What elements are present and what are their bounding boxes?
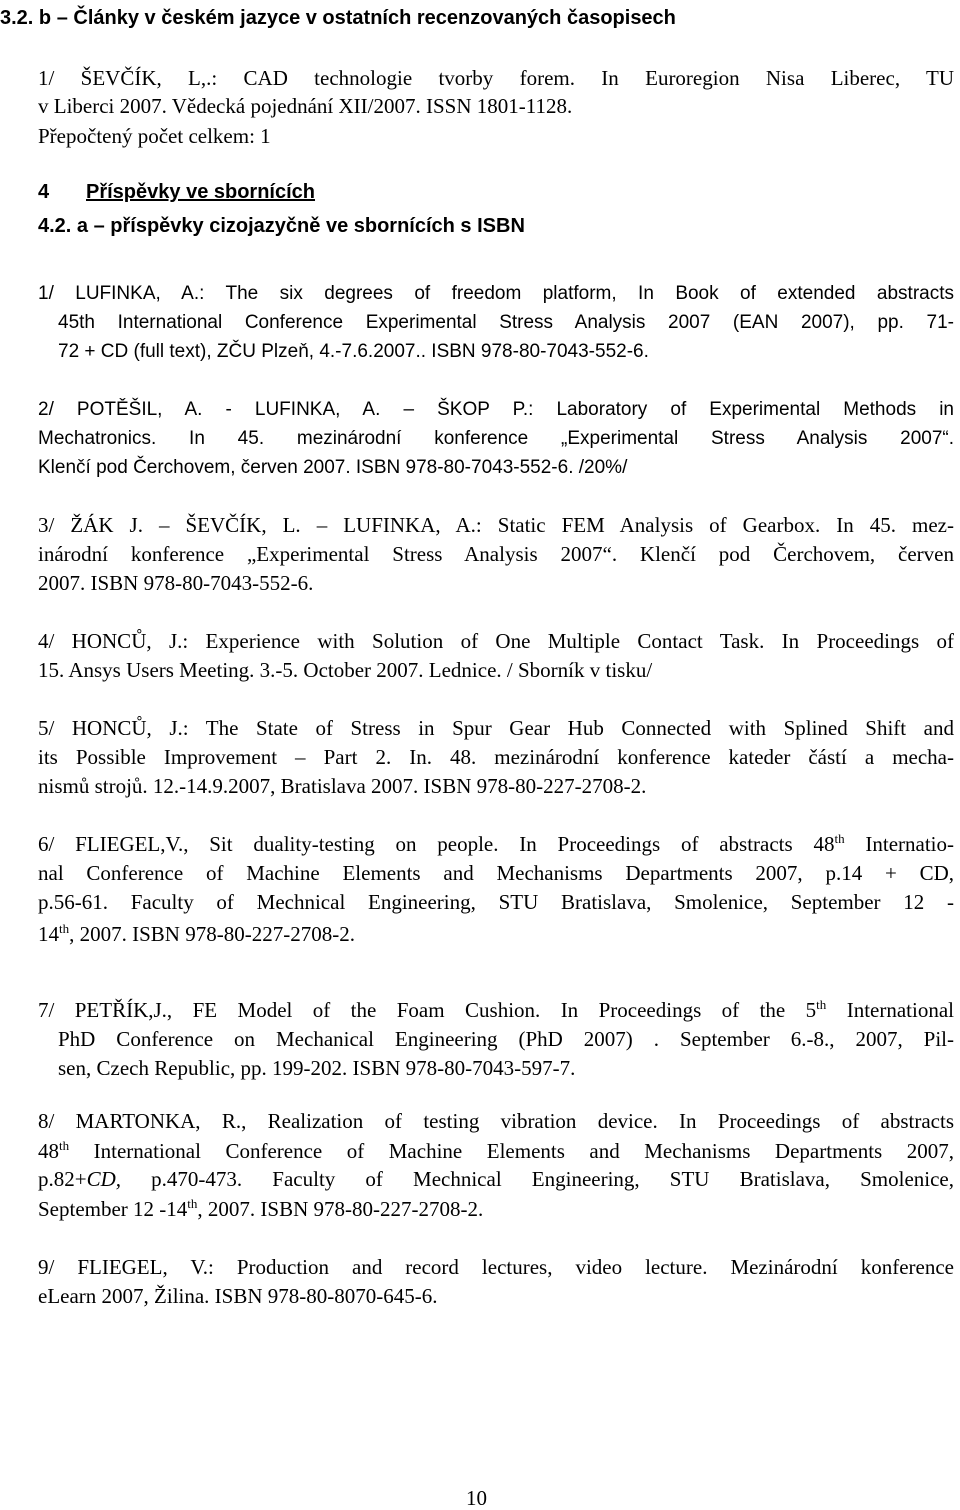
entry-9-line: 9/ FLIEGEL, V.: Production and record lectures, video lecture. Mezinárodní konference [38, 1255, 954, 1279]
entry-3-line: 2007. ISBN 978-80-7043-552-6. [38, 571, 314, 595]
entry-7-line: sen, Czech Republic, pp. 199-202. ISBN 978-80-7043-597-7. [58, 1056, 576, 1080]
superscript: th [59, 1138, 70, 1153]
article-line: 1/ ŠEVČÍK, L,.: CAD technologie tvorby forem. In Euroregion Nisa Liberec, TU [38, 66, 954, 90]
entry-1-line: 72 + CD (full text), ZČU Plzeň, 4.-7.6.2007.. ISBN 978-80-7043-552-6. [58, 341, 649, 362]
entry-5-line: nismů strojů. 12.-14.9.2007, Bratislava 2007. ISBN 978-80-227-2708-2. [38, 774, 647, 798]
entry-8-text: 48 [38, 1139, 59, 1163]
section-4-title: Příspěvky ve sbornících [86, 181, 316, 203]
entry-1-line: 1/ LUFINKA, A.: The six degrees of freedom platform, In Book of extended abstracts [38, 283, 954, 304]
section-4-number: 4 [38, 181, 50, 203]
superscript: th [59, 921, 70, 936]
entry-8-line [38, 1167, 954, 1191]
entry-4-line: 15. Ansys Users Meeting. 3.-5. October 2007. Lednice. / Sborník v tisku/ [38, 658, 653, 682]
superscript: th [816, 997, 827, 1012]
entry-6-text: , 2007. ISBN 978-80-227-2708-2. [69, 922, 355, 946]
entry-3-line: 3/ ŽÁK J. – ŠEVČÍK, L. – LUFINKA, A.: Static FEM Analysis of Gearbox. In 45. mez- [38, 513, 954, 537]
entry-2-line: 2/ POTĚŠIL, A. - LUFINKA, A. – ŠKOP P.: Laboratory of Experimental Methods in [38, 399, 954, 420]
article-line: v Liberci 2007. Vědecká pojednání XII/2007. ISSN 1801-1128. [38, 94, 573, 118]
entry-7-text: International [826, 998, 954, 1022]
entry-7-line: PhD Conference on Mechanical Engineering (PhD 2007) . September 6.-8., 2007, Pil- [58, 1027, 954, 1051]
entry-6-text: 14 [38, 922, 59, 946]
section-heading-3-2-b: 3.2. b – Články v českém jazyce v ostatních recenzovaných časopisech [0, 7, 676, 29]
section-4-2-heading: 4.2. a – příspěvky cizojazyčně ve sbornících s ISBN [38, 215, 525, 237]
entry-8-text: September 12 -14 [38, 1197, 188, 1221]
entry-8-line [38, 1197, 483, 1221]
entry-2-line: Klenčí pod Čerchovem, červen 2007. ISBN 978-80-7043-552-6. /20%/ [38, 457, 628, 478]
entry-4-line: 4/ HONCŮ, J.: Experience with Solution of One Multiple Contact Task. In Proceedings of [38, 629, 954, 653]
entry-6-line [38, 832, 954, 856]
entry-7-line [38, 998, 954, 1022]
entry-1-line: 45th International Conference Experimental Stress Analysis 2007 (EAN 2007), pp. 71- [58, 312, 954, 333]
entry-6-text: Internatio- [844, 832, 954, 856]
entry-6-line: p.56-61. Faculty of Mechnical Engineering, STU Bratislava, Smolenice, September 12 - [38, 890, 954, 914]
entry-6-line [38, 922, 355, 946]
page-number: 10 [466, 1486, 487, 1510]
entry-8-italic: CD, [86, 1167, 122, 1191]
entry-8-text: p.470-473. Faculty of Mechnical Engineering, STU Bratislava, Smolenice, [121, 1167, 954, 1191]
entry-8-text: , 2007. ISBN 978-80-227-2708-2. [197, 1197, 484, 1221]
entry-8-line: 8/ MARTONKA, R., Realization of testing vibration device. In Proceedings of abstracts [38, 1109, 954, 1133]
entry-5-line: its Possible Improvement – Part 2. In. 48. mezinárodní konference kateder částí a mecha- [38, 745, 954, 769]
entry-3-line: inárodní konference „Experimental Stress Analysis 2007“. Klenčí pod Čerchovem, červen [38, 542, 954, 566]
entry-6-line: nal Conference of Machine Elements and Mechanisms Departments 2007, p.14 + CD, [38, 861, 954, 885]
entry-7-text: 7/ PETŘÍK,J., FE Model of the Foam Cushion. In Proceedings of the 5 [38, 998, 817, 1022]
count-line: Přepočtený počet celkem: 1 [38, 124, 271, 148]
superscript: th [187, 1196, 198, 1211]
entry-9-line: eLearn 2007, Žilina. ISBN 978-80-8070-645-6. [38, 1284, 438, 1308]
entry-8-line [38, 1139, 954, 1163]
entry-8-text: International Conference of Machine Elements and Mechanisms Departments 2007, [69, 1139, 954, 1163]
entry-5-line: 5/ HONCŮ, J.: The State of Stress in Spur Gear Hub Connected with Splined Shift and [38, 716, 954, 740]
entry-6-text: 6/ FLIEGEL,V., Sit duality-testing on people. In Proceedings of abstracts 48 [38, 832, 835, 856]
superscript: th [834, 831, 845, 846]
entry-2-line: Mechatronics. In 45. mezinárodní konference „Experimental Stress Analysis 2007“. [38, 428, 954, 449]
entry-8-text: p.82+ [38, 1167, 87, 1191]
